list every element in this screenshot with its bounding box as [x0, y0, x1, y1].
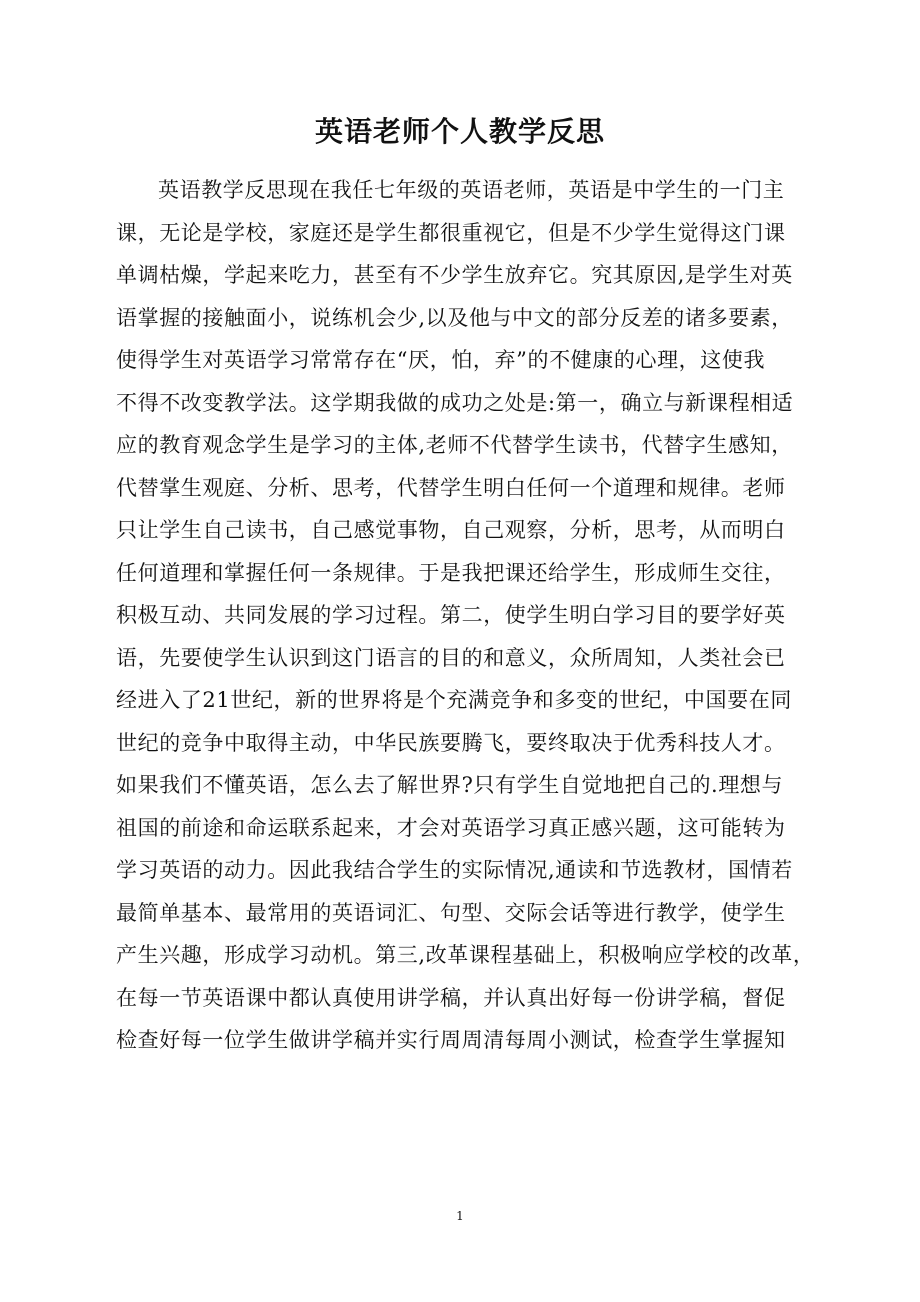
body-line: 应的教育观念学生是学习的主体,老师不代替学生读书，代替字生感知，: [116, 433, 793, 457]
body-line: 如果我们不懂英语，怎么去了解世界?只有学生自觉地把自己的.理想与: [116, 773, 784, 797]
body-line: 单调枯燥，学起来吃力，甚至有不少学生放弃它。究其原因,是学生对英: [116, 263, 793, 287]
document-title: 英语老师个人教学反思: [314, 115, 605, 148]
body-line: 不得不改变教学法。这学期我做的成功之处是:第一，确立与新课程相适: [116, 390, 794, 415]
body-line: 经进入了21世纪，新的世界将是个充满竞争和多变的世纪，中国要在同: [116, 688, 792, 712]
body-line: 积极互动、共同发展的学习过程。第二，使学生明白学习目的要学好英: [116, 603, 786, 627]
body-line: 课，无论是学校，家庭还是学生都很重视它，但是不少学生觉得这门课: [116, 220, 786, 245]
body-line: 最简单基本、最常用的英语词汇、句型、交际会话等进行教学，使学生: [116, 900, 786, 925]
body-line: 语，先要使学生认识到这门语言的目的和意义，众所周知，人类社会已: [116, 645, 786, 670]
body-line: 检查好每一位学生做讲学稿并实行周周清每周小测试，检查学生掌握知: [116, 1028, 786, 1052]
body-line: 使得学生对英语学习常常存在“厌，怕，弃”的不健康的心理，这使我: [116, 348, 766, 372]
body-line: 产生兴趣，形成学习动机。第三,改革课程基础上，积极响应学校的改革，: [116, 943, 815, 967]
body-line: 学习英语的动力。因此我结合学生的实际情况,通读和节选教材，国情若: [116, 858, 793, 882]
body-line: 代替掌生观庭、分析、思考，代替学生明白任何一个道理和规律。老师: [116, 475, 786, 500]
body-line: 祖国的前途和命运联系起来，才会对英语学习真正感兴题，这可能转为: [116, 815, 786, 840]
body-line: 世纪的竞争中取得主动，中华民族要腾飞，要终取决于优秀科技人才。: [116, 730, 786, 755]
body-line: 只让学生自己读书，自己感觉事物，自己观察，分析，思考，从而明白: [116, 518, 786, 542]
body-line: 英语教学反思现在我任七年级的英语老师，英语是中学生的一门主: [158, 178, 785, 202]
body-line: 在每一节英语课中都认真使用讲学稿，并认真出好每一份讲学稿，督促: [116, 985, 786, 1010]
body-line: 语掌握的接触面小，说练机会少,以及他与中文的部分反差的诸多要素，: [116, 305, 793, 330]
body-line: 任何道理和掌握任何一条规律。于是我把课还给学生，形成师生交往，: [116, 560, 786, 585]
page-number: 1: [456, 1209, 464, 1223]
document-body: [116, 169, 816, 1062]
